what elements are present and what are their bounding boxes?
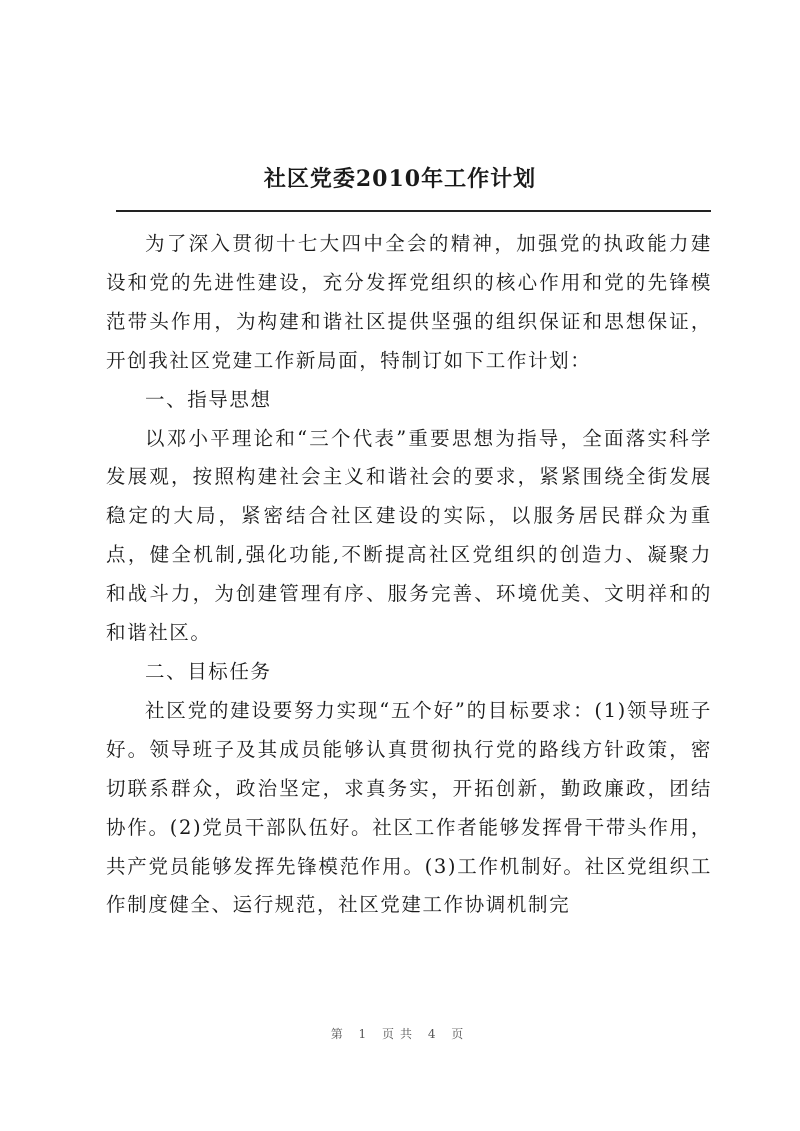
goals-paragraph: 社区党的建设要努力实现“五个好”的目标要求：(1)领导班子好。领导班子及其成员能够认真贯彻执行党的路线方针政策，密切联系群众，政治坚定，求真务实，开拓创新，勤政廉政，团结协作。(2)党员干部队伍好。社区工作者能够发挥骨干带头作用，共产党员能够发挥先锋模范作用。(3)工作机制好。社区党组织工作制度健全、运行规范，社区党建工作协调机制完 bbox=[106, 698, 712, 917]
document-body bbox=[106, 225, 712, 925]
document-title: 社区党委2010年工作计划 bbox=[263, 166, 537, 192]
guiding-paragraph: 以邓小平理论和“三个代表”重要思想为指导，全面落实科学发展观，按照构建社会主义和谐社会的要求，紧紧围绕全街发展稳定的大局，紧密结合社区建设的实际，以服务居民群众为重点，健全机制,强化功能,不断提高社区党组织的创造力、凝聚力和战斗力，为创建管理有序、服务完善、环境优美、文明祥和的和谐社区。 bbox=[106, 426, 712, 645]
title-divider bbox=[116, 210, 711, 212]
intro-paragraph: 为了深入贯彻十七大四中全会的精神，加强党的执政能力建设和党的先进性建设，充分发挥党组织的核心作用和党的先锋模范带头作用，为构建和谐社区提供坚强的组织保证和思想保证，开创我社区党建工作新局面，特制订如下工作计划： bbox=[106, 232, 712, 372]
section-heading-goals: 二、目标任务 bbox=[145, 659, 272, 683]
page-number-footer: 第 1 页共 4 页 bbox=[330, 1027, 470, 1041]
section-heading-guiding: 一、指导思想 bbox=[145, 387, 272, 411]
